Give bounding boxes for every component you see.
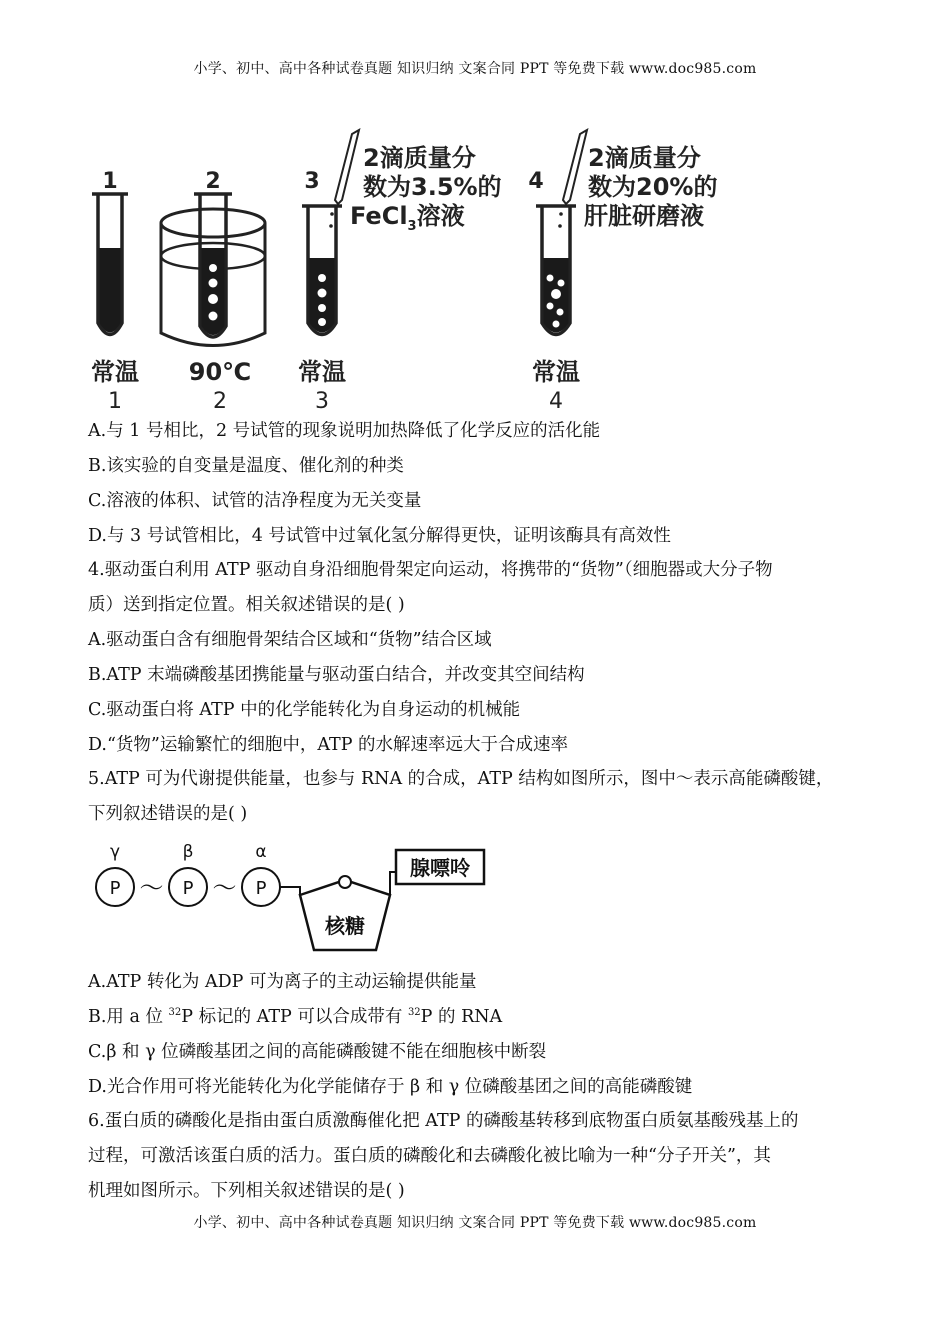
ribose-label: 核糖 xyxy=(325,914,365,938)
q5-option-d: D.光合作用可将光能转化为化学能储存于 β 和 γ 位磷酸基团之间的高能磷酸键 xyxy=(88,1077,693,1097)
q3-option-a: A.与 1 号相比，2 号试管的现象说明加热降低了化学反应的活化能 xyxy=(88,421,601,441)
q5-option-a: A.ATP 转化为 ADP 可为离子的主动运输提供能量 xyxy=(88,972,477,992)
tube-1 xyxy=(92,169,128,335)
tube-4 xyxy=(528,130,587,335)
q4-option-c: C.驱动蛋白将 ATP 中的化学能转化为自身运动的机械能 xyxy=(88,700,521,720)
svg-text:4: 4 xyxy=(549,389,563,413)
q3-option-c: C.溶液的体积、试管的洁净程度为无关变量 xyxy=(88,491,422,511)
svg-text:常温: 常温 xyxy=(532,358,580,386)
high-energy-bond-1: ～ xyxy=(139,874,164,902)
q4-option-b: B.ATP 末端磷酸基团携能量与驱动蛋白结合，并改变其空间结构 xyxy=(88,665,585,685)
q6-stem-line1: 6.蛋白质的磷酸化是指由蛋白质激酶催化把 ATP 的磷酸基转移到底物蛋白质氨基酸残基上的 xyxy=(88,1111,799,1131)
q4-option-d: D.“货物”运输繁忙的细胞中，ATP 的水解速率远大于合成速率 xyxy=(88,735,569,755)
q5-stem-line2: 下列叙述错误的是( ) xyxy=(88,804,248,824)
svg-text:2: 2 xyxy=(213,389,227,413)
adenine-label: 腺嘌呤 xyxy=(410,856,470,880)
tube-number-1: 1 xyxy=(102,169,118,194)
svg-text:90℃: 90℃ xyxy=(188,358,252,386)
svg-text:1: 1 xyxy=(108,389,122,413)
test-tube-experiment-figure xyxy=(80,128,760,413)
q6-stem-line3: 机理如图所示。下列相关叙述错误的是( ) xyxy=(88,1181,405,1201)
svg-text:肝脏研磨液: 肝脏研磨液 xyxy=(584,202,704,230)
atp-structure-figure xyxy=(88,840,498,955)
q6-stem-line2: 过程，可激活该蛋白质的活力。蛋白质的磷酸化和去磷酸化被比喻为一种“分子开关”，其 xyxy=(88,1146,771,1166)
q4-stem-line2: 质）送到指定位置。相关叙述错误的是( ) xyxy=(88,595,405,615)
svg-text:常温: 常温 xyxy=(91,358,139,386)
svg-text:2滴质量分: 2滴质量分 xyxy=(588,144,701,172)
svg-text:数为20%的: 数为20%的 xyxy=(588,173,718,201)
svg-text:数为3.5%的: 数为3.5%的 xyxy=(363,173,502,201)
q3-option-d: D.与 3 号试管相比，4 号试管中过氧化氢分解得更快，证明该酶具有高效性 xyxy=(88,526,671,546)
svg-text:2滴质量分: 2滴质量分 xyxy=(363,144,476,172)
tube-number-4: 4 xyxy=(528,169,544,194)
beta-label: β xyxy=(182,842,194,862)
phosphate-beta: P xyxy=(182,878,194,899)
q5-option-c: C.β 和 γ 位磷酸基团之间的高能磷酸键不能在细胞核中断裂 xyxy=(88,1042,547,1062)
q4-stem-line1: 4.驱动蛋白利用 ATP 驱动自身沿细胞骨架定向运动，将携带的“货物”（细胞器或大分子物 xyxy=(88,560,773,580)
tube-number-2: 2 xyxy=(205,169,221,194)
svg-text:FeCl3溶液: FeCl$_3$溶液 xyxy=(350,202,465,234)
bottom-number-labels xyxy=(108,389,563,413)
dropper-4-label xyxy=(584,144,717,230)
q5-stem-line1: 5.ATP 可为代谢提供能量，也参与 RNA 的合成，ATP 结构如图所示，图中～表示高能磷酸键， xyxy=(88,769,834,789)
q5-option-b: B.用 a 位 $^{32}$P 标记的 ATP 可以合成带有 $^{32}$P 的 RNA xyxy=(88,1007,503,1027)
tube-2-water-bath xyxy=(161,169,265,346)
phosphate-gamma: P xyxy=(109,878,121,899)
high-energy-bond-2: ～ xyxy=(212,874,237,902)
alpha-label: α xyxy=(255,842,267,862)
phosphate-alpha: P xyxy=(255,878,267,899)
tube-3 xyxy=(302,130,359,335)
condition-labels xyxy=(91,358,580,386)
svg-text:3: 3 xyxy=(315,389,329,413)
q4-option-a: A.驱动蛋白含有细胞骨架结合区域和“货物”结合区域 xyxy=(88,630,492,650)
page-header: 小学、初中、高中各种试卷真题 知识归纳 文案合同 PPT 等免费下载 www.doc985.com xyxy=(193,61,757,77)
svg-text:常温: 常温 xyxy=(298,358,346,386)
gamma-label: γ xyxy=(109,842,121,862)
page-footer: 小学、初中、高中各种试卷真题 知识归纳 文案合同 PPT 等免费下载 www.doc985.com xyxy=(193,1215,757,1231)
dropper-3-label xyxy=(350,144,502,234)
tube-number-3: 3 xyxy=(304,169,320,194)
q3-option-b: B.该实验的自变量是温度、催化剂的种类 xyxy=(88,456,404,476)
